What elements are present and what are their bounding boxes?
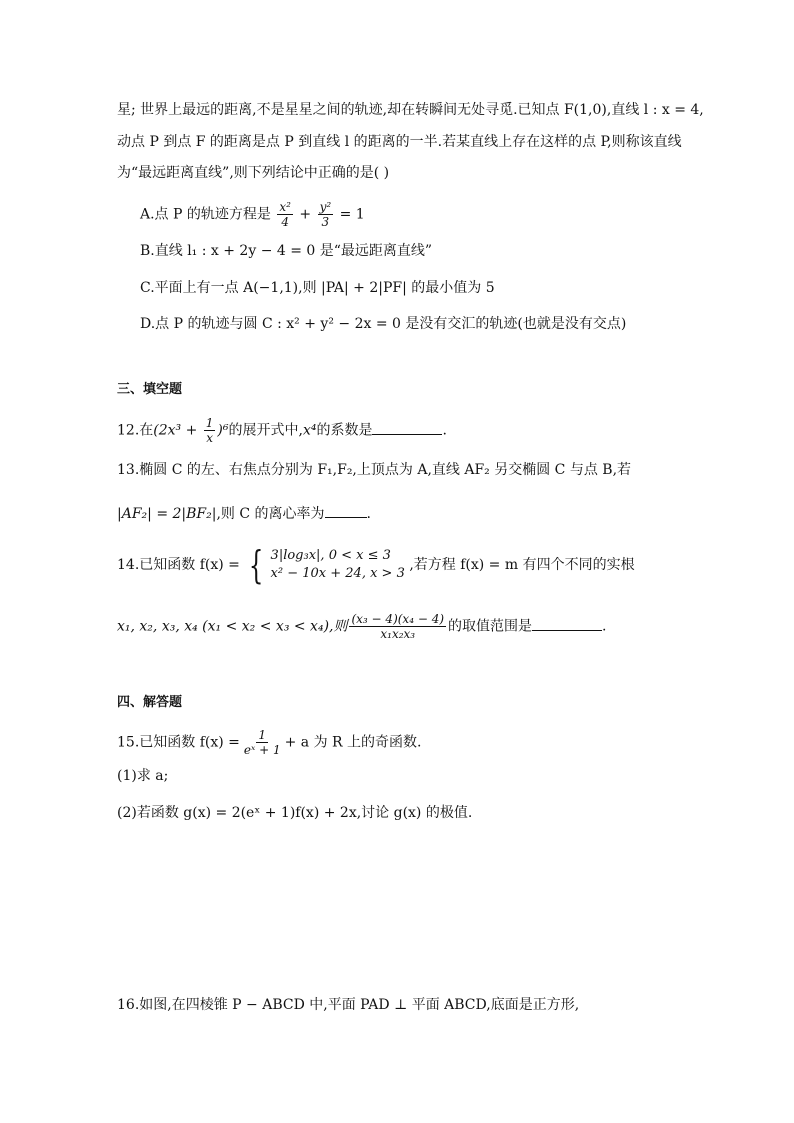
q12-answer-blank[interactable] xyxy=(372,420,442,435)
q11-option-a: A.点 P 的轨迹方程是 $\frac{\text{x²}}{4}$ + $\frac{\text{y²}}{3}$ = 1 xyxy=(140,200,365,229)
q13-line-2: |AF₂| = 2|BF₂|,则 C 的离心率为 . xyxy=(117,503,371,524)
q11-option-d: D.点 P 的轨迹与圆 C : x² + y² − 2x = 0 是没有交汇的轨迹(也就是没有交点) xyxy=(140,316,627,332)
q14-answer-blank[interactable] xyxy=(532,616,602,631)
option-a-frac-2: $\frac{\text{y²}}{3}$ xyxy=(319,200,332,229)
q13-answer-blank[interactable] xyxy=(325,503,367,518)
q14-line-2: x₁, x₂, x₃, x₄ (x₁ < x₂ < x₃ < x₄),则 $\frac{\text{(x₃ − 4)(x₄ − 4)}}{\text{x₁x₂x₃}}$ 的取值范围是 . xyxy=(117,612,607,641)
q15-part-2: (2)若函数 g(x) = 2(eˣ + 1)f(x) + 2x,讨论 g(x) 的极值. xyxy=(117,805,473,821)
option-a-frac-1: $\frac{\text{x²}}{4}$ xyxy=(279,200,291,229)
q15-line-1: 15.已知函数 f(x) = $\frac{1}{\text{eˣ + 1}}$ + a 为 R 上的奇函数. xyxy=(117,728,422,757)
q13-line-1: 13.椭圆 C 的左、右焦点分别为 F₁,F₂,上顶点为 A,直线 AF₂ 另交椭圆 C 与点 B,若 xyxy=(117,462,632,478)
q15-frac: $\frac{1}{\text{eˣ + 1}}$ xyxy=(243,728,281,757)
q14-line-1: 14.已知函数 f(x) = { 3|log₃x|, 0 < x ≤ 3 x² − 10x + 24, x > 3 ,若方程 f(x) = m 有四个不同的实根 xyxy=(117,543,635,587)
brace-icon: { xyxy=(249,543,264,587)
q12-line: 12.在(2x³ + $\frac{1}{x}$ )⁶的展开式中,x⁴的系数是 . xyxy=(117,416,447,445)
q15-part-1: (1)求 a; xyxy=(117,768,169,784)
q12-frac: $\frac{1}{x}$ xyxy=(205,416,214,445)
q11-line-1: 星; 世界上最远的距离,不是星星之间的轨迹,却在转瞬间无处寻觅.已知点 F(1,0),直线 l : x = 4, xyxy=(117,102,704,118)
q11-option-c: C.平面上有一点 A(−1,1),则 |PA| + 2|PF| 的最小值为 5 xyxy=(140,280,495,296)
q11-line-2: 动点 P 到点 F 的距离是点 P 到直线 l 的距离的一半.若某直线上存在这样的点 P,则称该直线 xyxy=(117,134,682,150)
section-4-title: 四、解答题 xyxy=(117,695,183,710)
q16-line-1: 16.如图,在四棱锥 P − ABCD 中,平面 PAD ⊥ 平面 ABCD,底面是正方形, xyxy=(117,997,580,1013)
q11-option-b: B.直线 l₁ : x + 2y − 4 = 0 是“最远距离直线” xyxy=(140,243,433,259)
option-a-text: A.点 P 的轨迹方程是 xyxy=(140,206,271,223)
section-3-title: 三、填空题 xyxy=(117,382,183,397)
q14-frac: $\frac{\text{(x₃ − 4)(x₄ − 4)}}{\text{x₁x₂x₃}}$ xyxy=(351,612,445,641)
q14-piecewise: { 3|log₃x|, 0 < x ≤ 3 x² − 10x + 24, x > 3 xyxy=(249,543,405,587)
q11-line-3: 为“最远距离直线”,则下列结论中正确的是( ) xyxy=(117,165,390,181)
